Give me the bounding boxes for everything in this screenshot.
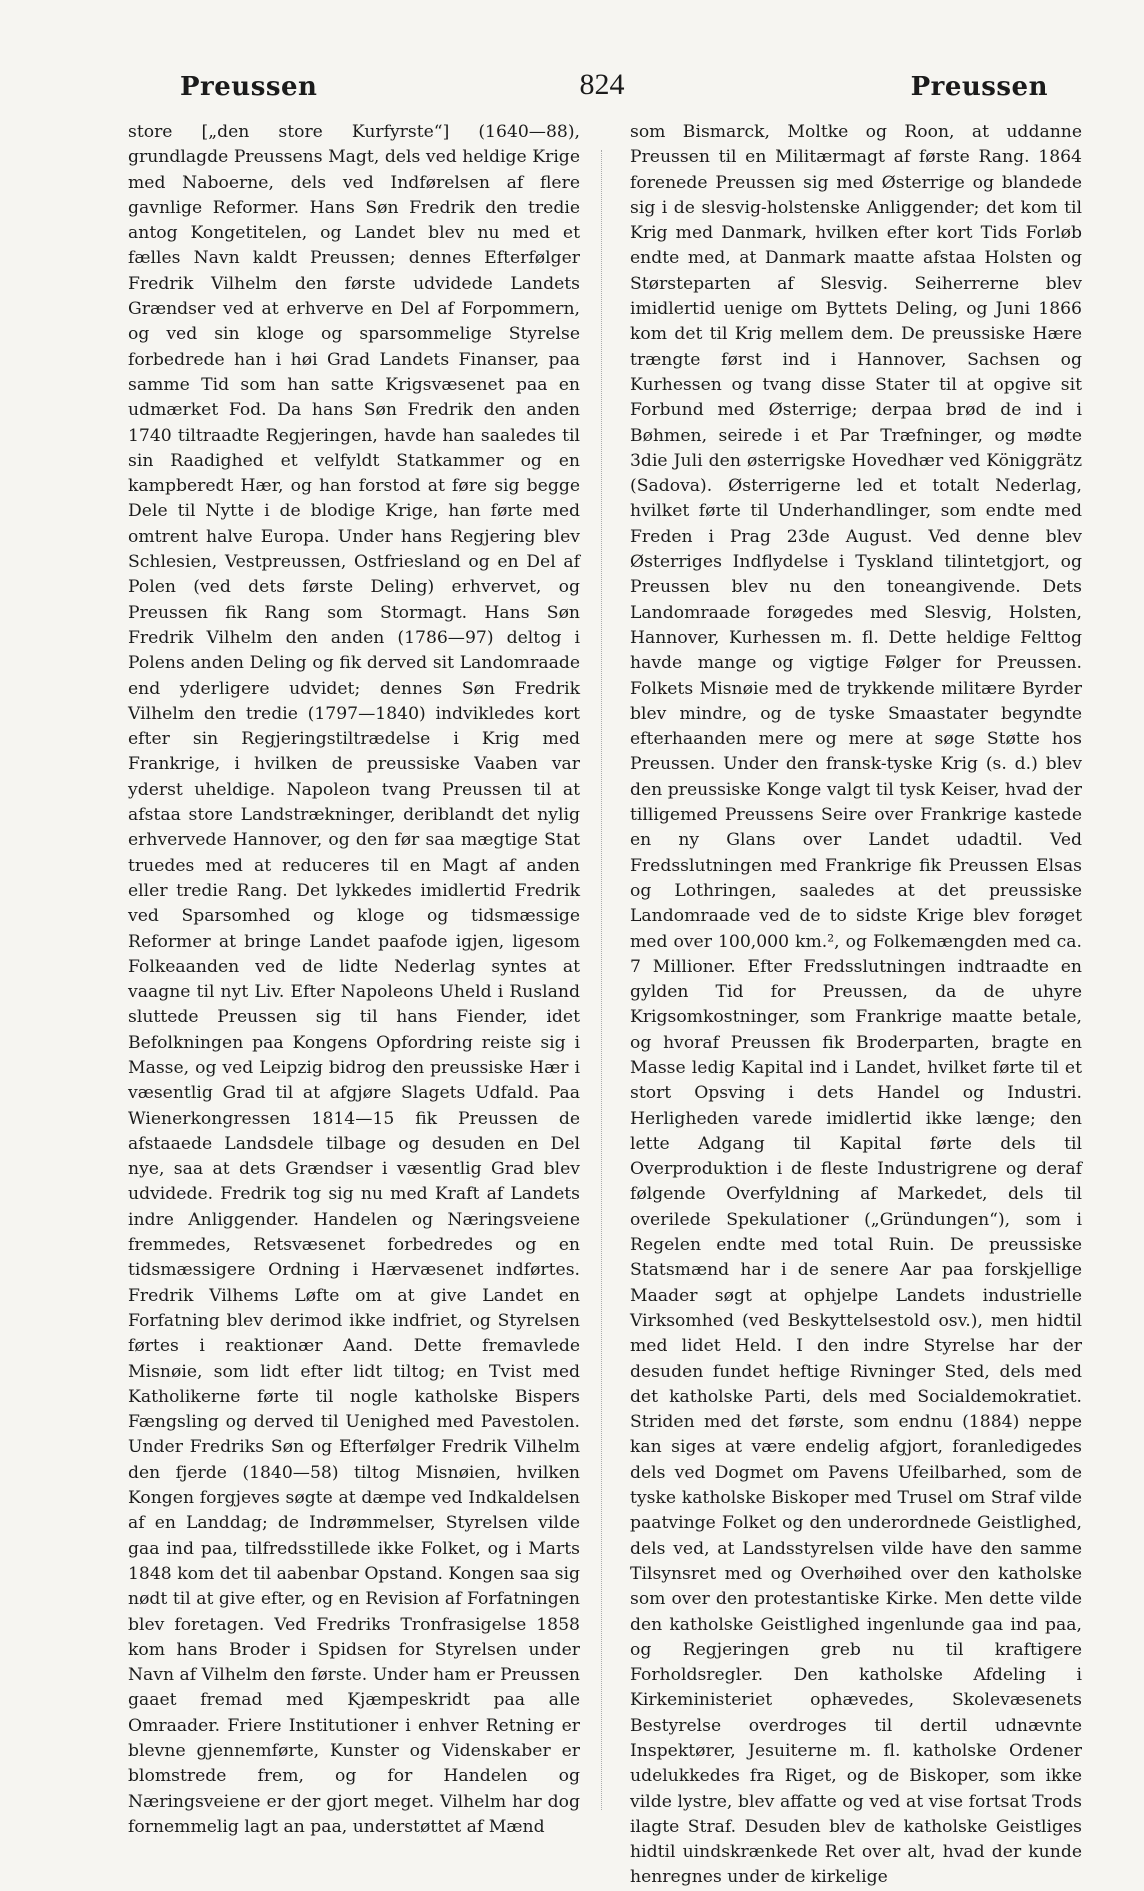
- right-column: [630, 120, 1082, 1891]
- column-divider: [601, 150, 602, 1810]
- left-column-text: store [„den store Kurfyrste“] (1640—88), grundlagde Preussens Magt, dels ved heldige Krige med Naboerne, dels ved Indførelsen af flere gavnlige Reformer. Hans Søn Fredrik den tredie antog Kongetitelen, og Landet blev nu med et fælles Navn kaldt Preussen; dennes Efterfølger Fredrik Vilhelm den første udvidede Landets Grændser ved at erhverve en Del af Forpommern, og ved sin kloge og sparsommelige Styrelse forbedrede han i høi Grad Landets Finanser, paa samme Tid som han satte Krigsvæsenet paa en udmærket Fod. Da hans Søn Fredrik den anden 1740 tiltraadte Regjeringen, havde han saaledes til sin Raadighed et velfyldt Statkammer og en kampberedt Hær, og han forstod at føre sig begge Dele til Nytte i de blodige Krige, han førte med omtrent halve Europa. Under hans Regjering blev Schlesien, Vestpreussen, Ostfriesland og en Del af Polen (ved dets første Deling) erhvervet, og Preussen fik Rang som Stormagt. Hans Søn Fredrik Vilhelm den anden (1786—97) deltog i Polens anden Deling og fik derved sit Landomraade end yderligere udvidet; dennes Søn Fredrik Vilhelm den tredie (1797—1840) indvikledes kort efter sin Regjeringstiltrædelse i Krig med Frankrige, i hvilken de preussiske Vaaben var yderst uheldige. Napoleon tvang Preussen til at afstaa store Landstrækninger, deriblandt det nylig erhvervede Hannover, og den før saa mægtige Stat truedes med at reduceres til en Magt af anden eller tredie Rang. Det lykkedes imidlertid Fredrik ved Sparsomhed og kloge og tidsmæssige Reformer at bringe Landet paafode igjen, ligesom Folkeaanden ved de lidte Nederlag syntes at vaagne til nyt Liv. Efter Napoleons Uheld i Rusland sluttede Preussen sig til hans Fiender, idet Befolkningen paa Kongens Opfordring reiste sig i Masse, og ved Leipzig bidrog den preussiske Hær i væsentlig Grad til at afgjøre Slagets Udfald. Paa Wienerkongressen 1814—15 fik Preussen de afstaaede Landsdele tilbage og desuden en Del nye, saa at dets Grændser i væsentlig Grad blev udvidede. Fredrik tog sig nu med Kraft af Landets indre Anliggender. Handelen og Næringsveiene fremmedes, Retsvæsenet forbedredes og en tidsmæssigere Ordning i Hærvæsenet indførtes. Fredrik Vilhems Løfte om at give Landet en Forfatning blev derimod ikke indfriet, og Styrelsen førtes i reaktionær Aand. Dette fremavlede Misnøie, som lidt efter lidt tiltog; en Tvist med Katholikerne førte til nogle katholske Bispers Fængsling og derved til Uenighed med Pavestolen. Under Fredriks Søn og Efterfølger Fredrik Vilhelm den fjerde (1840—58) tiltog Misnøien, hvilken Kongen forgjeves søgte at dæmpe ved Indkaldelsen af en Landdag; de Indrømmelser, Styrelsen vilde gaa ind paa, tilfredsstillede ikke Folket, og i Marts 1848 kom det til aabenbar Opstand. Kongen saa sig nødt til at give efter, og en Revision af Forfatningen blev foretagen. Ved Fredriks Tronfrasigelse 1858 kom hans Broder i Spidsen for Styrelsen under Navn af Vilhelm den første. Under ham er Preussen gaaet fremad med Kjæmpeskridt paa alle Omraader. Friere Institutioner i enhver Retning er blevne gjennemførte, Kunster og Videnskaber er blomstrede frem, og for Handelen og Næringsveiene er der gjort meget. Vilhelm har dog fornemmelig lagt an paa, understøttet af Mænd: [128, 122, 580, 1837]
- right-column-text: som Bismarck, Moltke og Roon, at uddanne Preussen til en Militærmagt af første Rang. 1864 forenede Preussen sig med Østerrige og blandede sig i de slesvig-holstenske Anliggender; det kom til Krig med Danmark, hvilken efter kort Tids Forløb endte med, at Danmark maatte afstaa Holsten og Størsteparten af Slesvig. Seiherrerne blev imidlertid uenige om Byttets Deling, og Juni 1866 kom det til Krig mellem dem. De preussiske Hære trængte først ind i Hannover, Sachsen og Kurhessen og tvang disse Stater til at opgive sit Forbund med Østerrige; derpaa brød de ind i Bøhmen, seirede i et Par Træfninger, og mødte 3die Juli den østerrigske Hovedhær ved Königgrätz (Sadova). Østerrigerne led et totalt Nederlag, hvilket førte til Underhandlinger, som endte med Freden i Prag 23de August. Ved denne blev Østerriges Indflydelse i Tyskland tilintetgjort, og Preussen blev nu den toneangivende. Dets Landomraade forøgedes med Slesvig, Holsten, Hannover, Kurhessen m. fl. Dette heldige Felttog havde mange og vigtige Følger for Preussen. Folkets Misnøie med de trykkende militære Byrder blev mindre, og de tyske Smaastater begyndte efterhaanden mere og mere at søge Støtte hos Preussen. Under den fransk-tyske Krig (s. d.) blev den preussiske Konge valgt til tysk Keiser, hvad der tilligemed Preussens Seire over Frankrige kastede en ny Glans over Landet udadtil. Ved Fredsslutningen med Frankrige fik Preussen Elsas og Lothringen, saaledes at det preussiske Landomraade ved de to sidste Krige blev forøget med over 100,000 km.², og Folkemængden med ca. 7 Millioner. Efter Fredsslutningen indtraadte en gylden Tid for Preussen, da de uhyre Krigsomkostninger, som Frankrige maatte betale, og hvoraf Preussen fik Broderparten, bragte en Masse ledig Kapital ind i Landet, hvilket førte til et stort Opsving i dets Handel og Industri. Herligheden varede imidlertid ikke længe; den lette Adgang til Kapital førte dels til Overproduktion i de fleste Industrigrene og deraf følgende Overfyldning af Markedet, dels til overilede Spekulationer („Gründungen“), som i Regelen endte med total Ruin. De preussiske Statsmænd har i de senere Aar paa forskjellige Maader søgt at ophjelpe Landets industrielle Virksomhed (ved Beskyttelsestold osv.), men hidtil med lidet Held. I den indre Styrelse har der desuden fundet heftige Rivninger Sted, dels med det katholske Parti, dels med Socialdemokratiet. Striden med det første, som endnu (1884) neppe kan siges at være endelig afgjort, foranledigedes dels ved Dogmet om Pavens Ufeilbarhed, som de tyske katholske Biskoper med Trusel om Straf vilde paatvinge Folket og den underordnede Geistlighed, dels ved, at Landsstyrelsen vilde have den samme Tilsynsret med og Overhøihed over den katholske som over den protestantiske Kirke. Men dette vilde den katholske Geistlighed ingenlunde gaa ind paa, og Regjeringen greb nu til kraftigere Forholdsregler. Den katholske Afdeling i Kirkeministeriet ophævedes, Skolevæsenets Bestyrelse overdroges til dertil udnævnte Inspektører, Jesuiterne m. fl. katholske Ordener udelukkedes fra Riget, og de Biskoper, som ikke vilde lystre, blev affatte og ved at vise fortsat Trods ilagte Straf. Desuden blev de katholske Geistliges hidtil uindskrænkede Ret over alt, hvad der kunde henregnes under de kirkelige: [630, 122, 1082, 1888]
- header-right-title: Preussen: [910, 72, 1048, 102]
- header-left-title: Preussen: [180, 72, 318, 102]
- left-column: [128, 120, 580, 1840]
- page-header: [126, 66, 1078, 126]
- page-number: 824: [579, 68, 625, 101]
